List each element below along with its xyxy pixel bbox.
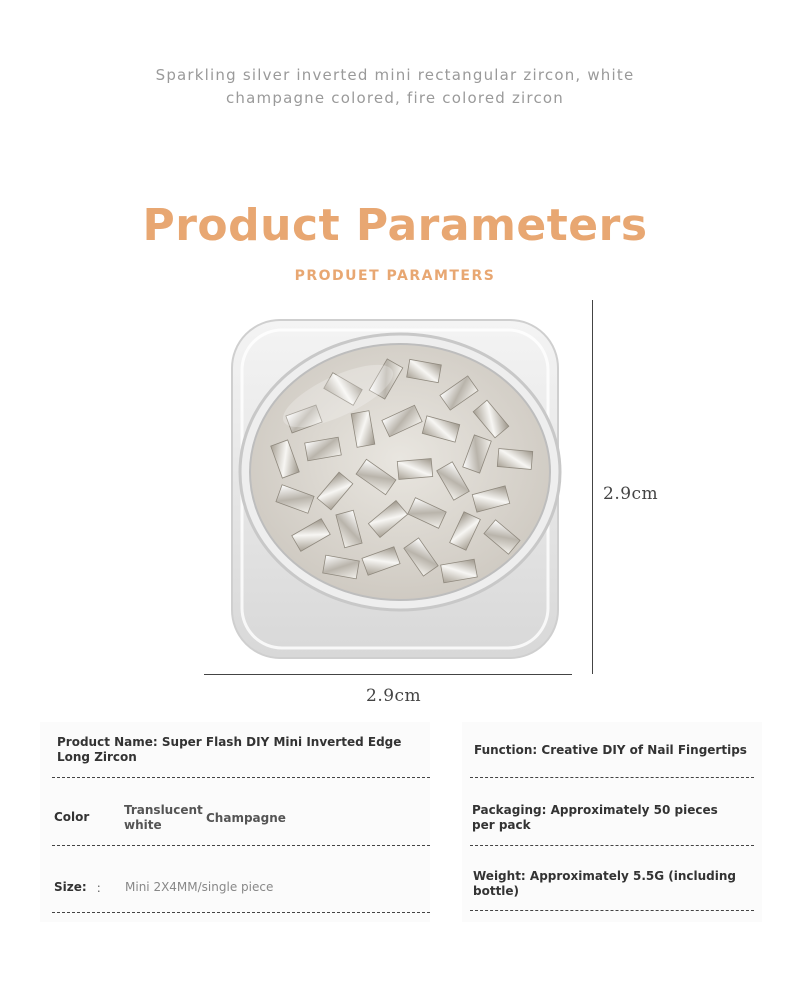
divider bbox=[52, 777, 430, 778]
product-name: Product Name: Super Flash DIY Mini Inverted Edge Long Zircon bbox=[57, 735, 402, 764]
page-title: Product Parameters bbox=[142, 200, 648, 251]
product-image bbox=[228, 300, 562, 662]
intro-subtitle bbox=[0, 64, 790, 110]
intro-subtitle-line1: Sparkling silver inverted mini rectangular zircon, white bbox=[155, 66, 635, 84]
color-option-champagne: Champagne bbox=[206, 811, 286, 825]
function-spec: Function: Creative DIY of Nail Fingertips bbox=[474, 743, 747, 757]
color-option-translucent-white: Translucent white bbox=[124, 803, 203, 832]
page-subtitle: PRODUET PARAMTERS bbox=[294, 268, 496, 284]
divider bbox=[52, 912, 430, 913]
width-dimension-label: 2.9cm bbox=[366, 686, 422, 706]
height-dimension-label: 2.9cm bbox=[603, 484, 659, 504]
divider bbox=[470, 845, 754, 846]
intro-subtitle-line2: champagne colored, fire colored zircon bbox=[225, 89, 564, 107]
width-dimension-line bbox=[204, 674, 572, 675]
divider bbox=[52, 845, 430, 846]
divider bbox=[470, 910, 754, 911]
size-label: Size: bbox=[54, 880, 87, 894]
height-dimension-line bbox=[592, 300, 593, 674]
packaging-spec: Packaging: Approximately 50 pieces per pack bbox=[472, 803, 718, 832]
size-value: Mini 2X4MM/single piece bbox=[125, 880, 274, 894]
weight-spec: Weight: Approximately 5.5G (including bottle) bbox=[473, 869, 737, 898]
size-separator: ： bbox=[96, 881, 109, 895]
color-label: Color bbox=[54, 810, 90, 824]
divider bbox=[470, 777, 754, 778]
